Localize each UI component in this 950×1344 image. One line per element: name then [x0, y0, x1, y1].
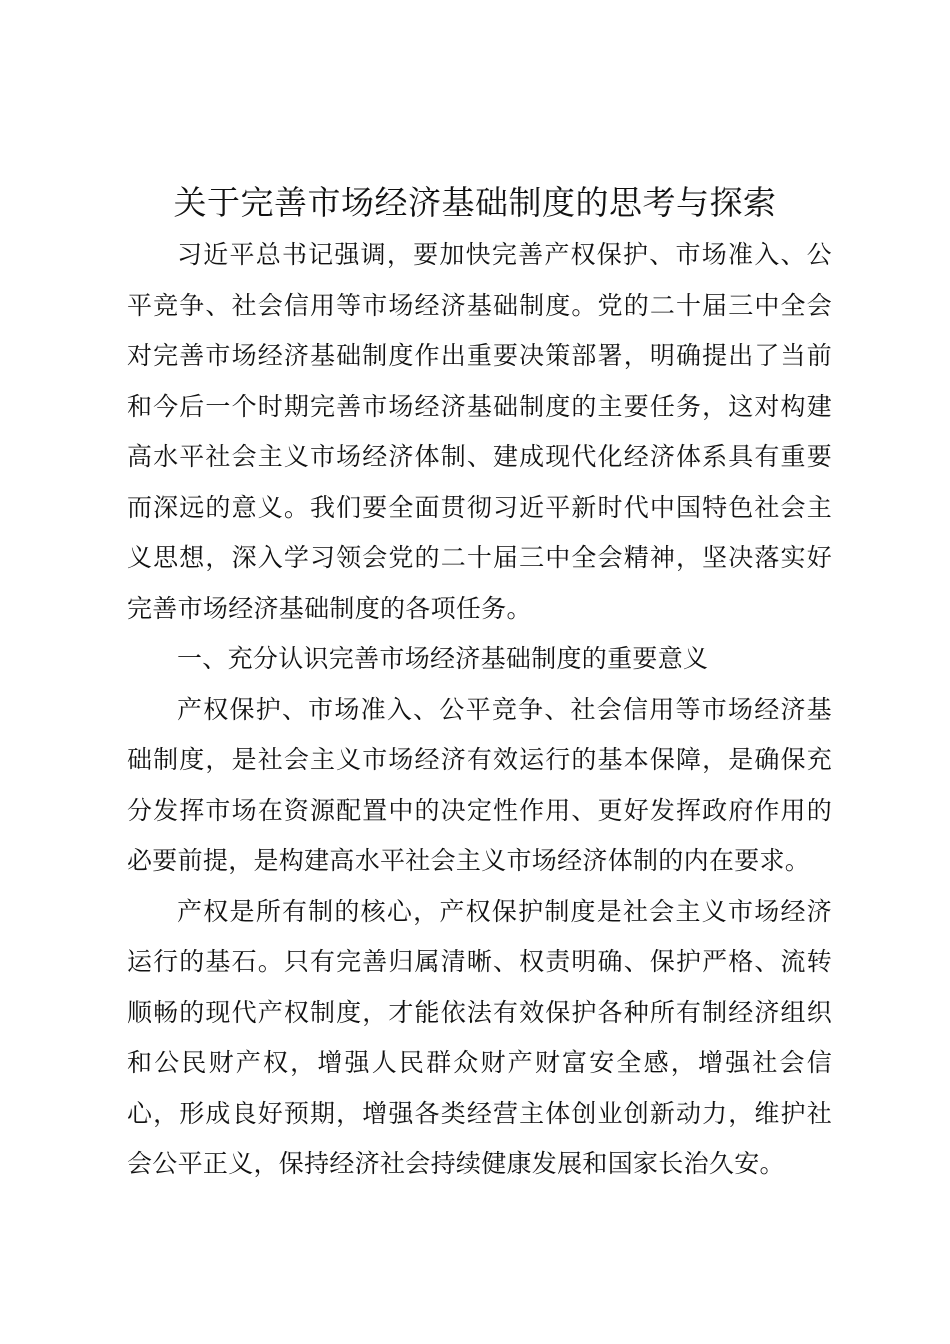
document-title: 关于完善市场经济基础制度的思考与探索 [173, 183, 777, 222]
paragraph-intro: 习近平总书记强调，要加快完善产权保护、市场准入、公平竞争、社会信用等市场经济基础制度。党的二十届三中全会对完善市场经济基础制度作出重要决策部署，明确提出了当前和今后一个时期完善市场经济基础制度的主要任务，这对构建高水平社会主义市场经济体制、建成现代化经济体系具有重要而深远的意义。我们要全面贯彻习近平新时代中国特色社会主义思想，深入学习领会党的二十届三中全会精神，坚决落实好完善市场经济基础制度的各项任务。 [127, 240, 832, 623]
section-heading-1: 一、充分认识完善市场经济基础制度的重要意义 [177, 644, 709, 673]
document-body [127, 230, 832, 1190]
paragraph-property-rights: 产权是所有制的核心，产权保护制度是社会主义市场经济运行的基石。只有完善归属清晰、权责明确、保护严格、流转顺畅的现代产权制度，才能依法有效保护各种所有制经济组织和公民财产权，增强人民群众财产财富安全感，增强社会信心，形成良好预期，增强各类经营主体创业创新动力，维护社会公平正义，保持经济社会持续健康发展和国家长治久安。 [127, 896, 832, 1178]
paragraph-significance: 产权保护、市场准入、公平竞争、社会信用等市场经济基础制度，是社会主义市场经济有效运行的基本保障，是确保充分发挥市场在资源配置中的决定性作用、更好发挥政府作用的必要前提，是构建高水平社会主义市场经济体制的内在要求。 [127, 694, 832, 875]
